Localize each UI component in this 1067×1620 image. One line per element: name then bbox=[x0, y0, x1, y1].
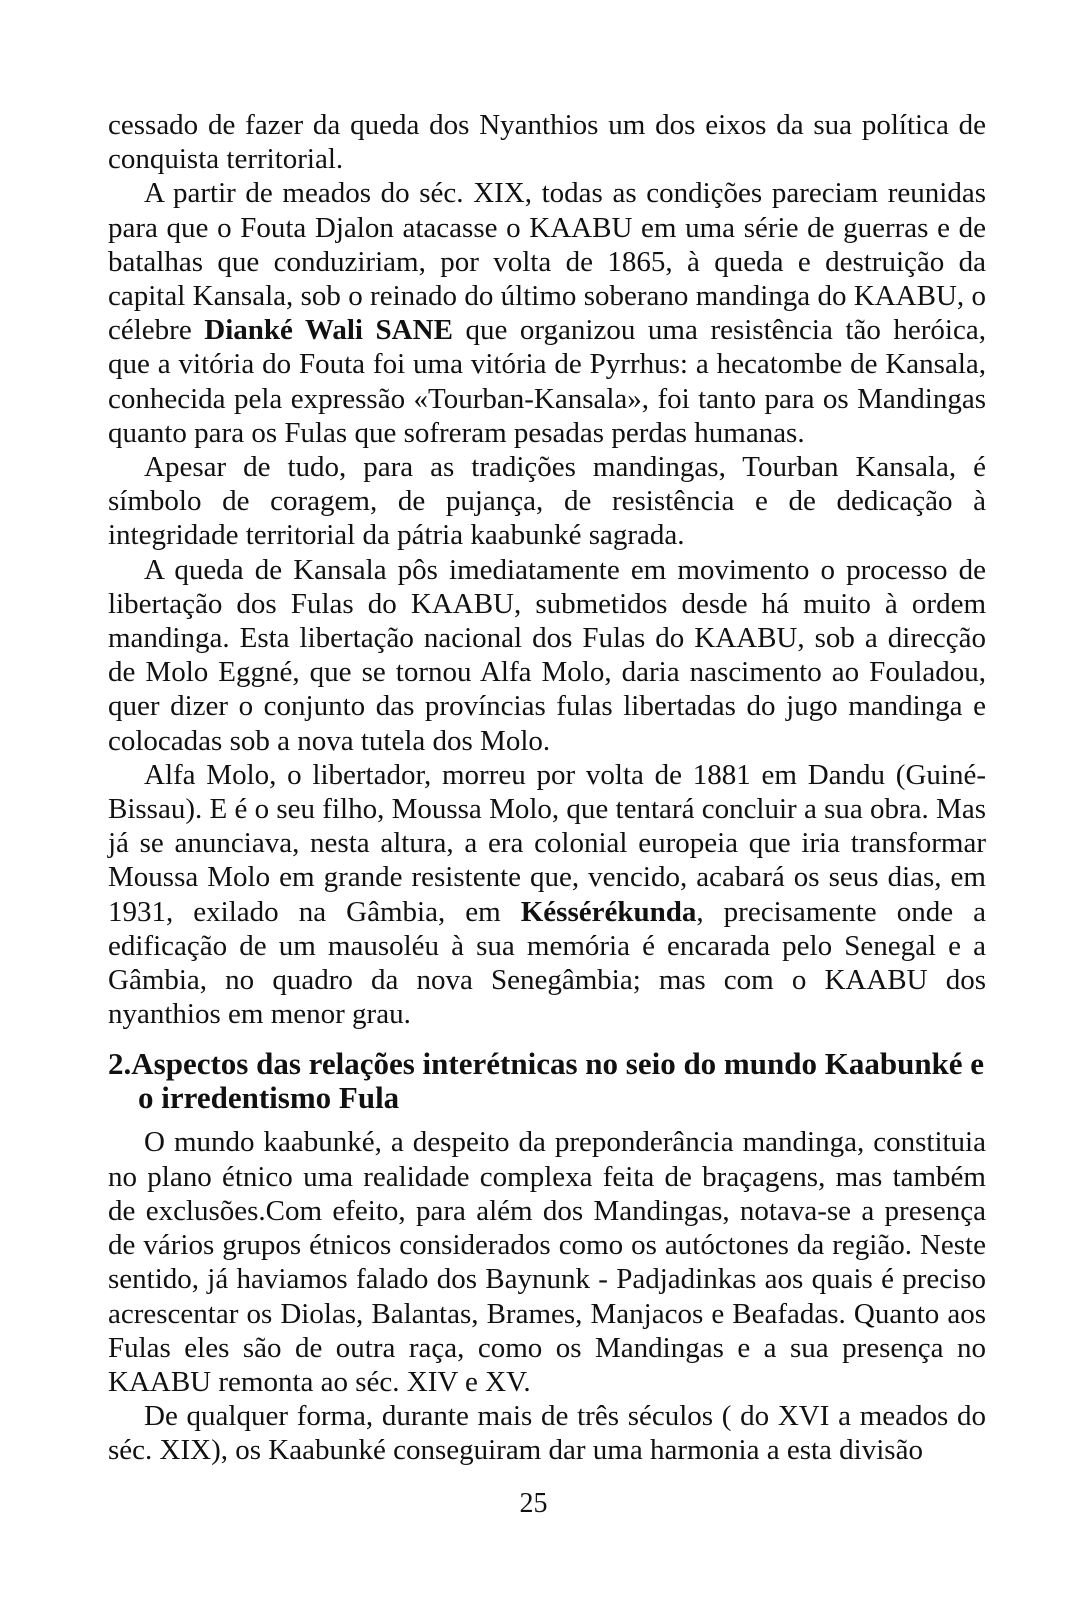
page-number: 25 bbox=[519, 1488, 548, 1519]
paragraph bbox=[108, 1399, 986, 1467]
paragraph bbox=[108, 1125, 986, 1399]
text-run: De qualquer forma, durante mais de três séculos ( do XVI a meados do séc. XIX), os Kaabunké conseguiram dar uma harmonia a esta divisão bbox=[108, 1400, 986, 1467]
text-run: A queda de Kansala pôs imediatamente em movimento o processo de libertação dos Fulas do KAABU, submetidos desde há muito à ordem mandinga. Esta libertação nacional dos Fulas do KAABU, sob a direcção de Molo Eggné, que se tornou Alfa Molo, daria nascimento ao Fouladou, quer dizer o conjunto das províncias fulas libertadas do jugo mandinga e colocadas sob a nova tutela dos Molo. bbox=[108, 553, 986, 757]
text-run: Apesar de tudo, para as tradições mandingas, Tourban Kansala, é símbolo de coragem, de pujança, de resistência e de dedicação à integridade territorial da pátria kaabunké sagrada. bbox=[108, 451, 986, 552]
text-run: O mundo kaabunké, a despeito da preponderância mandinga, constituia no plano étnico uma realidade complexa feita de braçagens, mas também de exclusões.Com efeito, para além dos Mandingas, notava-se a presença de vários grupos étnicos considerados como os autóctones da região. Neste sentido, já haviamos falado dos Baynunk - Padjadinkas aos quais é preciso acrescentar os Diolas, Balantas, Brames, Manjacos e Beafadas. Quanto aos Fulas eles são de outra raça, como os Mandingas e a sua presença no KAABU remonta ao séc. XIV e XV. bbox=[108, 1126, 986, 1398]
section-heading: 2.Aspectos das relações interétnicas no seio do mundo Kaabunké e o irredentismo Fula bbox=[108, 1046, 985, 1116]
paragraph bbox=[108, 553, 986, 758]
paragraph bbox=[108, 450, 986, 553]
text-block bbox=[108, 108, 986, 1031]
bold-text: Dianké Wali SANE bbox=[204, 314, 453, 347]
text-run: A partir de meados do séc. XIX, todas as condições pareciam reunidas para que o Fouta Djalon atacasse o KAABU em uma série de guerras e de batalhas que conduziriam, por volta de 1865, à queda e destruição da capital Kansala, sob o reinado do último soberano mandinga do KAABU, o célebre bbox=[108, 177, 986, 347]
paragraph bbox=[108, 108, 986, 176]
page-body bbox=[108, 108, 986, 1468]
text-run: que organizou uma resistência tão heróica, que a vitória do Fouta foi uma vitória de Pyrrhus: a hecatombe de Kansala, conhecida pela expressão «Tourban-Kansala», foi tanto para os Mandingas quanto para os Fulas que sofreram pesadas perdas humanas. bbox=[108, 314, 986, 449]
text-run: cessado de fazer da queda dos Nyanthios um dos eixos da sua política de conquista territorial. bbox=[108, 109, 986, 176]
section-text-block bbox=[108, 1125, 986, 1467]
paragraph bbox=[108, 758, 986, 1032]
text-run: , precisamente onde a edificação de um mausoléu à sua memória é encarada pelo Senegal e a Gâmbia, no quadro da nova Senegâmbia; mas com o KAABU dos nyanthios em menor grau. bbox=[108, 895, 986, 1031]
bold-text: Késsérékunda bbox=[520, 895, 697, 928]
paragraph bbox=[108, 176, 986, 450]
text-run: Alfa Molo, o libertador, morreu por volta de 1881 em Dandu (Guiné-Bissau). E é o seu filho, Moussa Molo, que tentará concluir a sua obra. Mas já se anunciava, nesta altura, a era colonial europeia que iria transformar Moussa Molo em grande resistente que, vencido, acabará os seus dias, em 1931, exilado na Gâmbia, em bbox=[108, 758, 986, 928]
